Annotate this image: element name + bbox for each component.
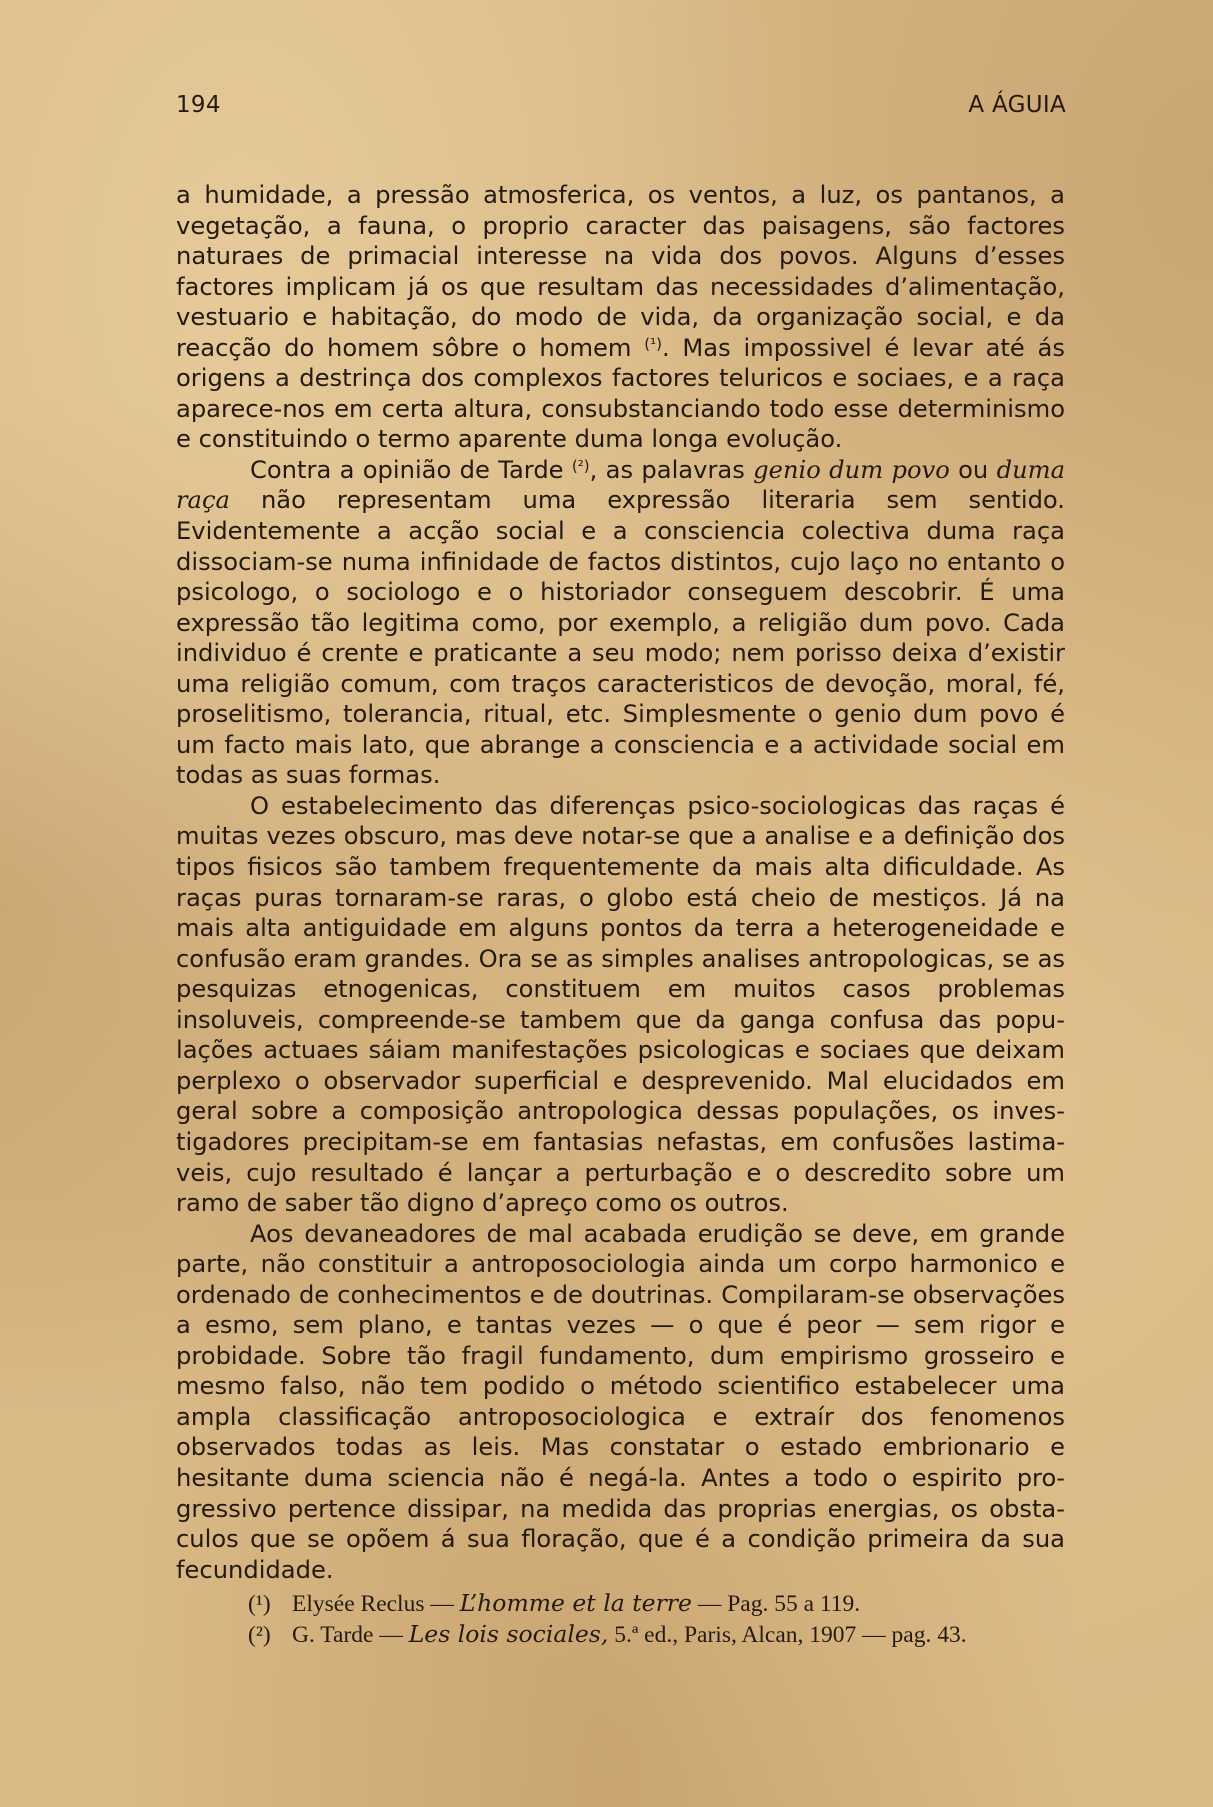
page-number: 194 xyxy=(176,92,221,118)
paragraph-2 xyxy=(176,455,1065,791)
italic-duma-raca: duma raça xyxy=(176,455,1066,515)
paragraph-2-text-b: , as palavras xyxy=(589,455,754,484)
paragraph-1-text-a: a humidade, a pressão atmosferica, os ventos, a luz, os pantanos, a vegetação, a fauna, o proprio caracter das paisagens, são factores naturaes de primacial interesse na vida dos povos. Alguns d’esses factores implicam já os que resultam das necessidades d’alimentação, vestuario e habitação, do modo de vida, da organização social, e da reacção do homem sôbre o homem xyxy=(176,181,1065,362)
footnote-ref-2: (²) xyxy=(571,456,590,475)
footnote-2 xyxy=(248,1619,1065,1650)
footnote-mark: (²) xyxy=(248,1622,271,1648)
page-header xyxy=(176,92,1066,126)
footnote-1 xyxy=(248,1588,1065,1619)
body-text xyxy=(176,180,1065,1585)
footnote-text: Elysée Reclus — xyxy=(292,1591,460,1617)
paragraph-1-text-b: . Mas impossivel é levar até ás origens a destrinça dos complexos factores teluricos e sociaes, e a raça aparece-nos em certa altura, consubstanciando todo esse determinismo e constituindo o termo aparente duma longa evolução. xyxy=(176,333,1065,454)
footnote-ref-1: (¹) xyxy=(644,334,662,353)
footnote-text: — Pag. 55 a 119. xyxy=(691,1591,861,1617)
running-head: A ÁGUIA xyxy=(968,92,1066,118)
footnote-mark: (¹) xyxy=(248,1591,271,1617)
paragraph-3: O estabelecimento das diferenças psico-sociologicas das raças é muitas vezes obscuro, mas deve notar-se que a analise e a definição dos tipos fisicos são tambem frequentemente da mais alta dificuldade. As raças puras tornaram-se raras, o globo está cheio de mestiços. Já na mais alta antiguidade em alguns pontos da terra a heterogeneidade e confusão eram grandes. Ora se as simples analises antropologicas, se as pesquizas etnogenicas, constituem em muitos casos problemas insoluveis, compreende-se tambem que da ganga confusa das populações actuaes sáiam manifestações psicologicas e sociaes que deixam perplexo o observador superficial e desprevenido. Mal elucidados em geral sobre a composição antropologica dessas populações, os investigadores precipitam-se em fantasias nefastas, em confusões lastimaveis, cujo resultado é lançar a perturbação e o descredito sobre um ramo de saber tão digno d’apreço como os outros. xyxy=(176,791,1065,1218)
footnote-title: Les lois sociales, xyxy=(408,1620,609,1648)
footnote-text: 5.ª ed., Paris, Alcan, 1907 — pag. 43. xyxy=(608,1622,967,1648)
paragraph-2-text-a: Contra a opinião de Tarde xyxy=(250,455,572,484)
paragraph-2-text-c: ou xyxy=(949,455,997,484)
footnote-text: G. Tarde — xyxy=(292,1622,409,1648)
paragraph-1 xyxy=(176,180,1065,455)
paragraph-4: Aos devaneadores de mal acabada erudição se deve, em grande parte, não constituir a antroposociologia ainda um corpo harmonico e ordenado de conhecimentos e de doutrinas. Compilaram-se observações a esmo, sem plano, e tantas vezes — o que é peor — sem rigor e probidade. Sobre tão fragil fundamento, dum empirismo grosseiro e mesmo falso, não tem podido o método scientifico estabelecer uma ampla classificação antroposociologica e extraír dos fenomenos observados todas as leis. Mas constatar o estado embrionario e hesitante duma sciencia não é negá-la. Antes a todo o espirito progressivo pertence dissipar, na medida das proprias energias, os obstaculos que se opõem á sua floração, que é a condição primeira da sua fecundidade. xyxy=(176,1219,1065,1584)
paragraph-2-text-d: não representam uma expressão literaria sem sentido. Evidentemente a acção social e a consciencia colectiva duma raça dissociam-se numa infinidade de factos distintos, cujo laço no entanto o psicologo, o sociologo e o historiador conseguem descobrir. É uma expressão tão legitima como, por exemplo, a religião dum povo. Cada individuo é crente e praticante a seu modo; nem porisso deixa d’existir uma religião comum, com traços caracteristicos de devoção, moral, fé, proselitismo, tolerancia, ritual, etc. Simplesmente o genio dum povo é um facto mais lato, que abrange a consciencia e a actividade social em todas as suas formas. xyxy=(176,486,1065,790)
footnotes xyxy=(248,1588,1065,1650)
italic-genio-dum-povo: genio dum povo xyxy=(753,455,950,484)
footnote-title: L’homme et la terre xyxy=(459,1589,692,1617)
